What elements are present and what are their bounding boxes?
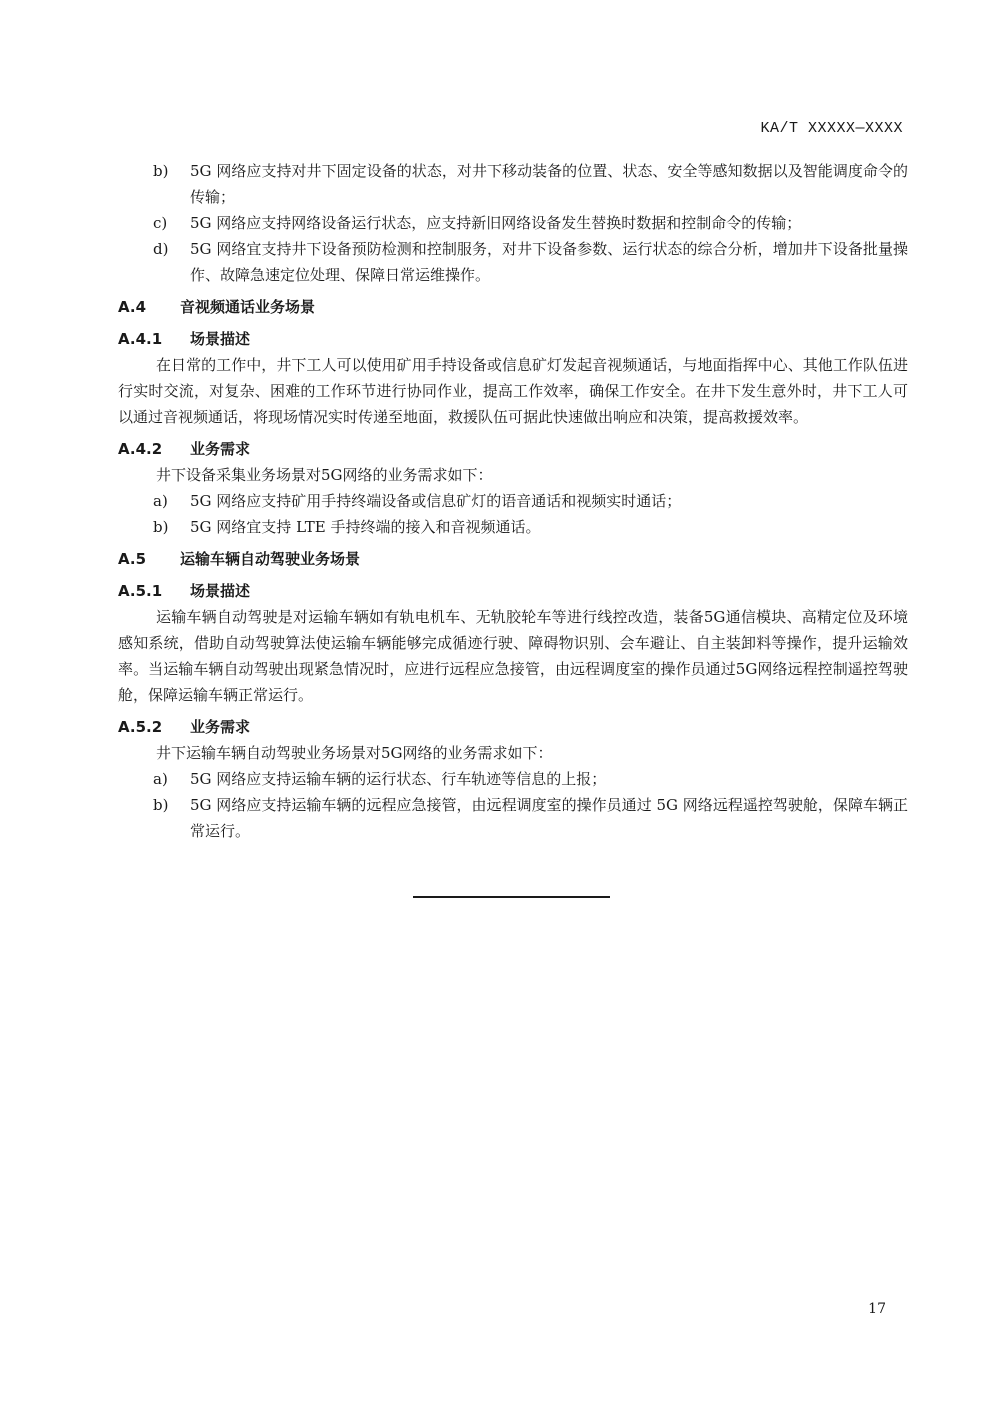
- list-text: 5G 网络应支持网络设备运行状态，应支持新旧网络设备发生替换时数据和控制命令的传输；: [190, 214, 802, 232]
- list-item: [118, 514, 908, 540]
- list-marker: b): [153, 162, 169, 180]
- subsection-heading-a5-1: [118, 578, 908, 604]
- list-item: [118, 236, 908, 288]
- paragraph: 井下运输车辆自动驾驶业务场景对5G网络的业务需求如下：: [156, 744, 553, 762]
- list-marker: c): [153, 214, 168, 232]
- end-of-document-rule: [413, 896, 610, 898]
- list-text: 5G 网络应支持对井下固定设备的状态，对井下移动装备的位置、状态、安全等感知数据以及智能调度命令的传输；: [190, 162, 908, 206]
- subsection-heading-a5-2: [118, 714, 908, 740]
- list-text: 5G 网络应支持运输车辆的运行状态、行车轨迹等信息的上报；: [190, 770, 607, 788]
- section-number: A.4: [118, 298, 147, 316]
- list-text: 5G 网络应支持运输车辆的远程应急接管，由远程调度室的操作员通过 5G 网络远程遥控驾驶舱，保障车辆正常运行。: [190, 796, 908, 840]
- list-item: [118, 488, 908, 514]
- list-text: 5G 网络宜支持 LTE 手持终端的接入和音视频通话。: [190, 518, 541, 536]
- section-title: 音视频通话业务场景: [180, 298, 316, 316]
- section-number: A.5: [118, 550, 147, 568]
- list-text: 5G 网络宜支持井下设备预防检测和控制服务，对井下设备参数、运行状态的综合分析，增加井下设备批量操作、故障急速定位处理、保障日常运维操作。: [190, 240, 908, 284]
- subsection-title: 场景描述: [190, 582, 251, 600]
- paragraph: 运输车辆自动驾驶是对运输车辆如有轨电机车、无轨胶轮车等进行线控改造，装备5G通信模块、高精定位及环境感知系统，借助自动驾驶算法使运输车辆能够完成循迹行驶、障碍物识别、会车避让、自主装卸料等操作，提升运输效率。当运输车辆自动驾驶出现紧急情况时，应进行远程应急接管，由远程调度室的操作员通过5G网络远程控制遥控驾驶舱，保障运输车辆正常运行。: [118, 608, 908, 704]
- section-heading-a5: [118, 546, 908, 572]
- page-number: 17: [868, 1301, 886, 1317]
- list-item: [118, 766, 908, 792]
- subsection-title: 业务需求: [190, 718, 251, 736]
- list-marker: b): [153, 796, 169, 814]
- list-marker: b): [153, 518, 169, 536]
- document-body: [118, 158, 908, 844]
- section-title: 运输车辆自动驾驶业务场景: [180, 550, 361, 568]
- subsection-number: A.4.1: [118, 330, 163, 348]
- list-text: 5G 网络应支持矿用手持终端设备或信息矿灯的语音通话和视频实时通话；: [190, 492, 682, 510]
- paragraph: 井下设备采集业务场景对5G网络的业务需求如下：: [156, 466, 493, 484]
- subsection-heading-a4-1: [118, 326, 908, 352]
- list-item: [118, 158, 908, 210]
- paragraph: 在日常的工作中，井下工人可以使用矿用手持设备或信息矿灯发起音视频通话，与地面指挥中心、其他工作队伍进行实时交流，对复杂、困难的工作环节进行协同作业，提高工作效率，确保工作安全。在井下发生意外时，井下工人可以通过音视频通话，将现场情况实时传递至地面，救援队伍可据此快速做出响应和决策，提高救援效率。: [118, 356, 908, 426]
- subsection-number: A.5.2: [118, 718, 163, 736]
- subsection-title: 业务需求: [190, 440, 251, 458]
- list-marker: d): [153, 240, 169, 258]
- subsection-number: A.5.1: [118, 582, 163, 600]
- list-item: [118, 210, 908, 236]
- list-item: [118, 792, 908, 844]
- subsection-heading-a4-2: [118, 436, 908, 462]
- section-heading-a4: [118, 294, 908, 320]
- list-marker: a): [153, 770, 168, 788]
- list-marker: a): [153, 492, 168, 510]
- document-code: KA/T XXXXX—XXXX: [760, 120, 903, 137]
- subsection-number: A.4.2: [118, 440, 163, 458]
- subsection-title: 场景描述: [190, 330, 251, 348]
